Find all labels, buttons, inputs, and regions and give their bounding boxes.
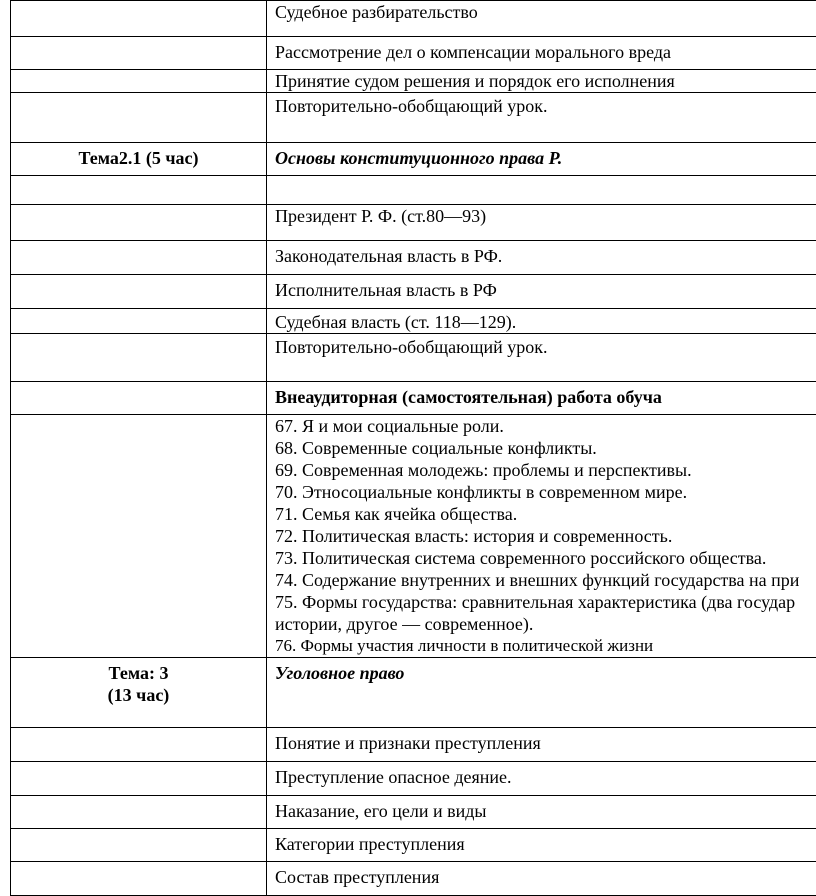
essay-topics-list: [267, 415, 816, 658]
table-row: [11, 241, 816, 275]
table-row: [11, 762, 816, 796]
list-item: истории, другое — современное).: [275, 613, 816, 635]
lesson-text: Принятие судом решения и порядок его исполнения: [275, 70, 816, 92]
lesson-text: Понятие и признаки преступления: [275, 728, 816, 754]
lesson-cell: [267, 334, 816, 382]
lesson-text: Повторительно-обобщающий урок.: [275, 93, 816, 117]
table-row: [11, 829, 816, 862]
table-row: [11, 37, 816, 70]
lesson-text: Преступление опасное деяние.: [275, 762, 816, 788]
section-title: Основы конституционного права Р.: [267, 143, 816, 176]
topic-label: Тема2.1 (5 час): [11, 143, 267, 176]
list-item: 76. Формы участия личности в политической жизни: [275, 635, 816, 657]
section-title: Уголовное право: [267, 658, 816, 728]
topic-cell: [11, 796, 267, 829]
list-item: 75. Формы государства: сравнительная характеристика (два государ: [275, 591, 816, 613]
list-item: 69. Современная молодежь: проблемы и перспективы.: [275, 459, 816, 481]
topic-label-line: (13 час): [11, 684, 266, 706]
lesson-cell: [267, 176, 816, 205]
lesson-cell: [267, 796, 816, 829]
lesson-cell: [267, 829, 816, 862]
lesson-text: Судебное разбирательство: [275, 1, 816, 23]
topic-cell: [11, 275, 267, 309]
lesson-cell: [267, 309, 816, 334]
table-row: [11, 70, 816, 93]
table-row: [11, 93, 816, 143]
table-row: [11, 205, 816, 241]
topic-cell: [11, 415, 267, 658]
list-item: 74. Содержание внутренних и внешних функций государства на при: [275, 569, 816, 591]
topic-cell: [11, 829, 267, 862]
list-item: 70. Этносоциальные конфликты в современном мире.: [275, 481, 816, 503]
lesson-cell: [267, 762, 816, 796]
topic-cell: [11, 309, 267, 334]
lesson-cell: [267, 241, 816, 275]
topic-cell: [11, 334, 267, 382]
lesson-text: Категории преступления: [275, 829, 816, 855]
topic-cell: [11, 70, 267, 93]
lesson-text: Состав преступления: [275, 862, 816, 888]
lesson-text: Исполнительная власть в РФ: [275, 275, 816, 301]
lesson-cell: [267, 1, 816, 37]
topic-cell: [11, 176, 267, 205]
lesson-cell: [267, 93, 816, 143]
topic-header-row: [11, 143, 816, 176]
lesson-text: Президент Р. Ф. (ст.80—93): [275, 205, 816, 227]
lesson-cell: [267, 275, 816, 309]
list-item: 67. Я и мои социальные роли.: [275, 415, 816, 437]
topic-cell: [11, 762, 267, 796]
lesson-text: Наказание, его цели и виды: [275, 796, 816, 822]
topic-cell: [11, 382, 267, 415]
topic-cell: [11, 205, 267, 241]
topic-cell: [11, 241, 267, 275]
lesson-cell: [267, 37, 816, 70]
curriculum-table: [10, 0, 816, 896]
topic-cell: [11, 37, 267, 70]
lesson-text: Рассмотрение дел о компенсации морального вреда: [275, 37, 816, 63]
table-row: [11, 275, 816, 309]
list-item: 72. Политическая власть: история и современность.: [275, 525, 816, 547]
topic-header-row: [11, 658, 816, 728]
extracurricular-title: Внеаудиторная (самостоятельная) работа обуча: [267, 382, 816, 415]
table-row: [11, 1, 816, 37]
essay-topics-row: [11, 415, 816, 658]
table-row: [11, 728, 816, 762]
list-item: 73. Политическая система современного российского общества.: [275, 547, 816, 569]
table-row: [11, 796, 816, 829]
table-row: [11, 334, 816, 382]
lesson-cell: [267, 728, 816, 762]
lesson-text: Законодательная власть в РФ.: [275, 241, 816, 267]
topic-cell: [11, 93, 267, 143]
topic-label-line: Тема: 3: [11, 662, 266, 684]
topic-cell: [11, 862, 267, 896]
extracurricular-row: [11, 382, 816, 415]
table-row: [11, 309, 816, 334]
topic-cell: [11, 728, 267, 762]
lesson-text: Повторительно-обобщающий урок.: [275, 334, 816, 358]
table-row: [11, 176, 816, 205]
lesson-text: Судебная власть (ст. 118—129).: [275, 309, 816, 333]
lesson-cell: [267, 70, 816, 93]
lesson-cell: [267, 862, 816, 896]
topic-cell: [11, 1, 267, 37]
list-item: 71. Семья как ячейка общества.: [275, 503, 816, 525]
table-row: [11, 862, 816, 896]
lesson-cell: [267, 205, 816, 241]
list-item: 68. Современные социальные конфликты.: [275, 437, 816, 459]
topic-label: [11, 658, 267, 728]
